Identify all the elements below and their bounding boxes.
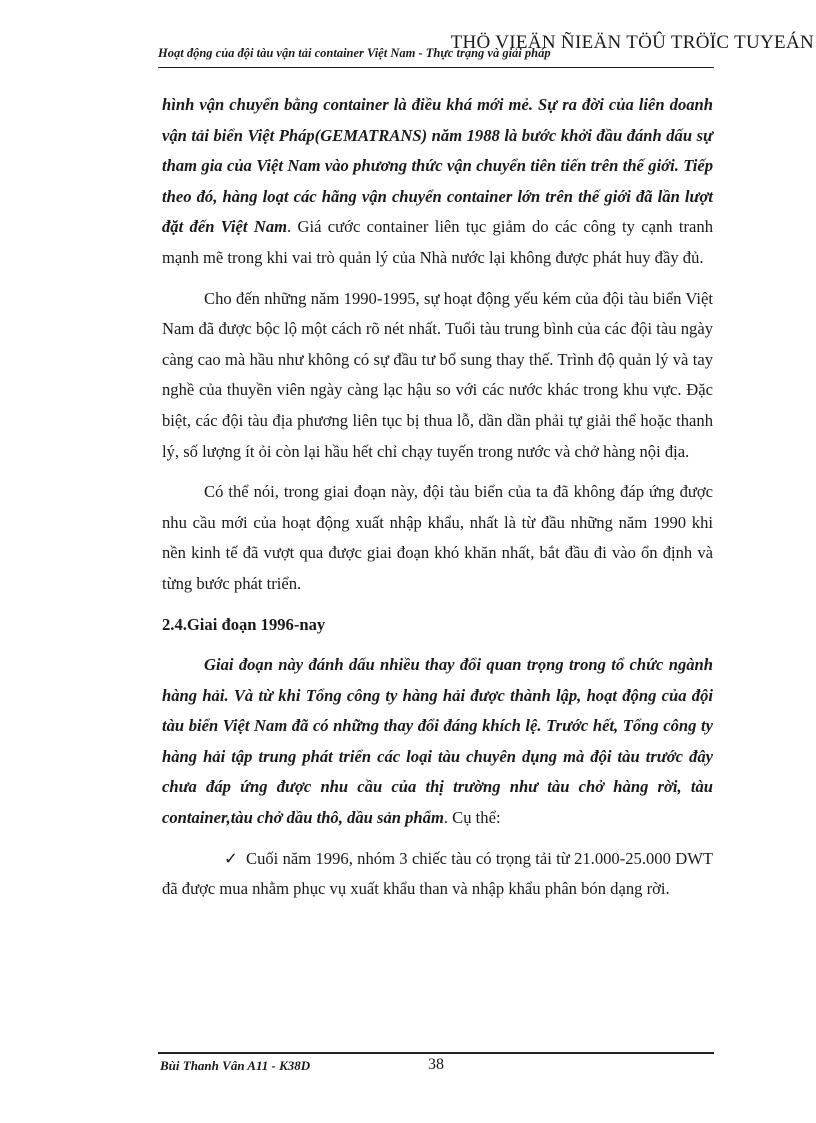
list-item-text: Cuối năm 1996, nhóm 3 chiếc tàu có trọng tải từ 21.000-25.000 DWT đã được mua nhằm phục vụ xuất khẩu than và nhập khẩu phân bón dạng rời. bbox=[162, 848, 713, 899]
header-divider bbox=[158, 67, 714, 68]
page-body bbox=[162, 90, 713, 915]
paragraph-4-emphasis: Giai đoạn này đánh dấu nhiều thay đổi quan trọng trong tổ chức ngành hàng hải. Và từ khi Tổng công ty hàng hải được thành lập, hoạt động của đội tàu biển Việt Nam đã có những thay đổi đáng khích lệ. Trước hết, Tổng công ty hàng hải tập trung phát triển các loại tàu chuyên dụng mà đội tàu trước đây chưa đáp ứng được nhu cầu của thị trường như tàu chở hàng rời, tàu container,tàu chở dầu thô, dầu sản phẩm bbox=[162, 655, 713, 828]
paragraph-2: Cho đến những năm 1990-1995, sự hoạt động yếu kém của đội tàu biển Việt Nam đã được bộc lộ một cách rõ nét nhất. Tuổi tàu trung bình của các đội tàu ngày càng cao mà hầu như không có sự đầu tư bổ sung thay thế. Trình độ quản lý và tay nghề của thuyền viên ngày càng lạc hậu so với các nước khác trong khu vực. Đặc biệt, các đội tàu địa phương liên tục bị thua lỗ, dần dần phải tự giải thể hoặc thanh lý, số lượng ít ỏi còn lại hầu hết chỉ chạy tuyến trong nước và chở hàng nội địa. bbox=[162, 288, 713, 461]
paragraph-1 bbox=[162, 90, 713, 274]
paragraph-3: Có thể nói, trong giai đoạn này, đội tàu biển của ta đã không đáp ứng được nhu cầu mới của hoạt động xuất nhập khẩu, nhất là từ đầu những năm 1990 khi nền kinh tế đã vượt qua được giai đoạn khó khăn nhất, bắt đầu đi vào ổn định và từng bước phát triển. bbox=[162, 482, 713, 593]
page-number: 38 bbox=[428, 1056, 444, 1073]
list-item bbox=[162, 844, 713, 905]
footer-divider bbox=[158, 1052, 714, 1054]
paragraph-1-emphasis: hình vận chuyển bằng container là điều khá mới mẻ. Sự ra đời của liên doanh vận tải biển Việt Pháp(GEMATRANS) năm 1988 là bước khởi đầu đánh dấu sự tham gia của Việt Nam vào phương thức vận chuyển tiên tiến trên thế giới. Tiếp theo đó, hàng loạt các hãng vận chuyển container lớn trên thế giới đã lần lượt đặt đến Việt Nam bbox=[162, 95, 713, 237]
checkmark-icon: ✓ bbox=[224, 848, 238, 868]
watermark: THÖ VIEÄN ÑIEÄN TÖÛ TRÖÏC TUYEÁN bbox=[450, 32, 814, 53]
paragraph-4-text: . Cụ thể: bbox=[443, 808, 501, 828]
paragraph-1-text: . Giá cước container liên tục giảm do các công ty cạnh tranh mạnh mẽ trong khi vai trò quản lý của Nhà nước lại không được phát huy đầy đủ. bbox=[162, 217, 713, 267]
footer-author: Bùi Thanh Vân A11 - K38D bbox=[160, 1058, 311, 1073]
running-header: Hoạt động của đội tàu vận tải container Việt Nam - Thực trạng và giải pháp bbox=[158, 46, 551, 60]
paragraph-4 bbox=[162, 650, 713, 834]
section-heading: 2.4.Giai đoạn 1996-nay bbox=[162, 614, 326, 634]
